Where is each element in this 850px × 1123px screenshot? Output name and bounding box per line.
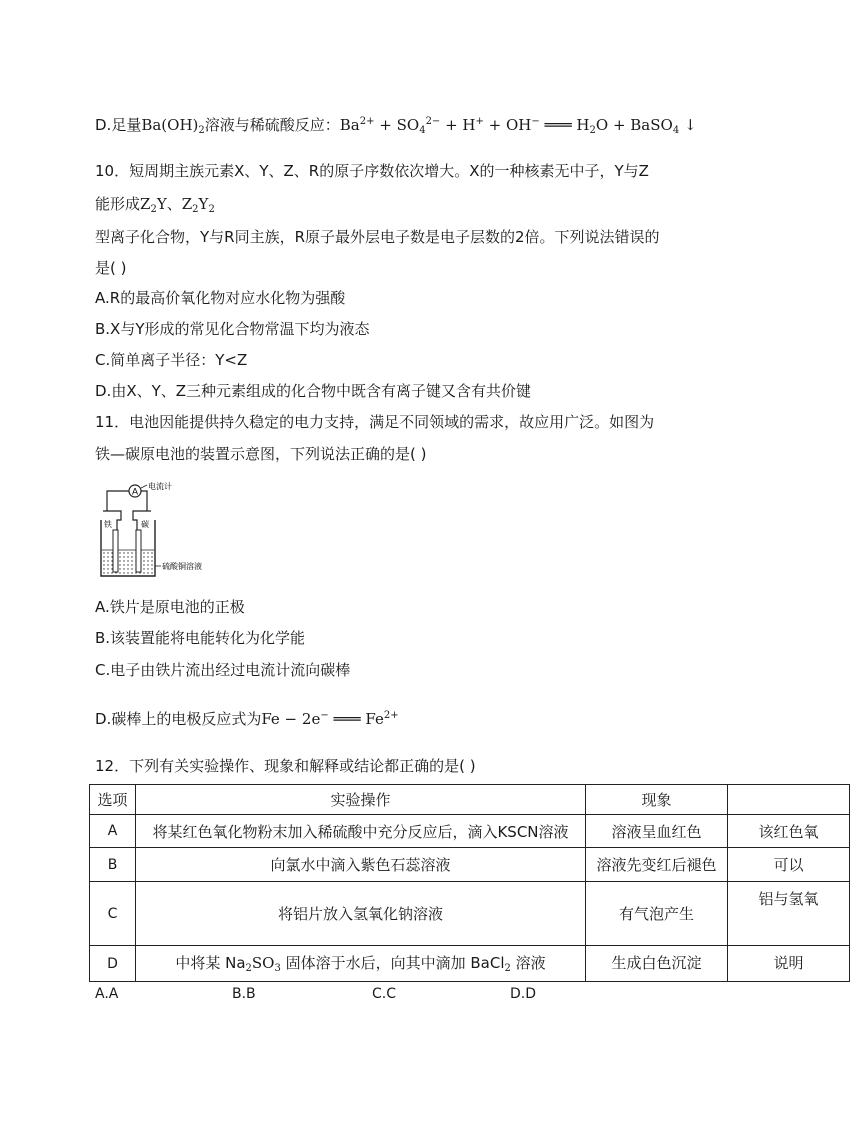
carbon-label: 碳 xyxy=(141,520,149,529)
solution-label: 硫酸铜溶液 xyxy=(162,562,202,571)
table-row xyxy=(90,882,850,946)
header-option: 选项 xyxy=(90,785,136,815)
row-conclusion: 该红色氧 xyxy=(728,815,850,848)
q12-choice-b: B.B xyxy=(232,986,256,1002)
q11-equation: Fe − 2e− ═══ $Fe^{2+}$ xyxy=(261,710,399,728)
ammeter-symbol: A xyxy=(131,486,139,497)
q12-choice-c: C.C xyxy=(372,986,397,1002)
iron-label: 铁 xyxy=(104,520,112,529)
table-row xyxy=(90,848,850,882)
galvanic-cell-figure xyxy=(95,480,225,580)
row-conclusion: 可以 xyxy=(728,848,850,882)
row-option: B xyxy=(90,848,136,882)
q12-choice-a: A.A xyxy=(95,986,119,1002)
row-phenomenon: 有气泡产生 xyxy=(586,882,728,946)
row-conclusion: 铝与氢氧 xyxy=(728,882,850,946)
table-row xyxy=(90,946,850,982)
q11-option-c: C.电子由铁片流出经过电流计流向碳棒 xyxy=(95,661,351,679)
q10-option-b: B.X与Y形成的常见化合物常温下均为液态 xyxy=(95,320,370,338)
q12-choice-d: D.D xyxy=(510,986,537,1002)
q10-option-a: A.R的最高价氧化物对应水化物为强酸 xyxy=(95,289,346,307)
row-phenomenon: 溶液呈血红色 xyxy=(586,815,728,848)
row-operation: 将某红色氧化物粉末加入稀硫酸中充分反应后，滴入KSCN溶液 xyxy=(136,815,586,848)
experiment-table xyxy=(89,784,850,982)
row-option: D xyxy=(90,946,136,982)
q10-option-c: C.简单离子半径：Y<Z xyxy=(95,351,248,369)
row-phenomenon: 生成白色沉淀 xyxy=(586,946,728,982)
row-conclusion: 说明 xyxy=(728,946,850,982)
row-operation: 将铝片放入氢氧化钠溶液 xyxy=(136,882,586,946)
q11-option-d: D.碳棒上的电极反应式为Fe − 2e− ═══ $Fe^{2+}$ xyxy=(95,710,399,728)
row-phenomenon: 溶液先变红后褪色 xyxy=(586,848,728,882)
row-option: A xyxy=(90,815,136,848)
q10-stem-line1: 10．短周期主族元素X、Y、Z、R的原子序数依次增大。X的一种核素无中子，Y与Z xyxy=(95,162,649,180)
row-option: C xyxy=(90,882,136,946)
circuit-wire xyxy=(107,491,129,511)
iron-electrode xyxy=(113,530,118,572)
row-operation: 中将某 $Na_2SO_3$ 固体溶于水后，向其中滴加 BaCl$_2$ 溶液 xyxy=(136,946,586,982)
meter-label-leader xyxy=(141,485,147,488)
q11-option-b: B.该装置能将电能转化为化学能 xyxy=(95,629,306,647)
q11-stem-line1: 11．电池因能提供持久稳定的电力支持，满足不同领域的需求，故应用广泛。如图为 xyxy=(95,413,655,431)
q10-option-d: D.由X、Y、Z三种元素组成的化合物中既含有离子键又含有共价键 xyxy=(95,382,532,400)
q9-option-d: D.足量$Ba(OH)_2$溶液与稀硫酸反应：$Ba^{2+} + SO_4^{2-} + H^+ + OH^-$ ═══ $H_2O$ + BaSO$_4$ ↓ xyxy=(95,116,697,136)
q10-stem-line2: 能形成$Z_2Y$、$Z_2Y_2$ xyxy=(95,195,215,215)
q11-stem-line2: 铁—碳原电池的装置示意图，下列说法正确的是( ) xyxy=(95,445,427,463)
carbon-electrode xyxy=(136,530,141,572)
table-row xyxy=(90,815,850,848)
header-operation: 实验操作 xyxy=(136,785,586,815)
header-phenomenon: 现象 xyxy=(586,785,728,815)
table-header-row xyxy=(90,785,850,815)
q12-stem: 12．下列有关实验操作、现象和解释或结论都正确的是( ) xyxy=(95,757,476,775)
header-conclusion xyxy=(728,785,850,815)
copper-sulfate-solution xyxy=(102,550,154,575)
q11-option-a: A.铁片是原电池的正极 xyxy=(95,598,245,616)
row-operation: 向氯水中滴入紫色石蕊溶液 xyxy=(136,848,586,882)
circuit-wire xyxy=(141,491,147,511)
q10-stem-line3: 型离子化合物，Y与R同主族，R原子最外层电子数是电子层数的2倍。下列说法错误的 xyxy=(95,228,660,246)
meter-label: 电流计 xyxy=(148,482,172,491)
q10-stem-line4: 是( ) xyxy=(95,259,127,277)
q9-equation: $Ba^{2+} + SO_4^{2-} + H^+ + OH^-$ ═══ $H_2O$ + BaSO$_4$ ↓ xyxy=(339,116,697,136)
